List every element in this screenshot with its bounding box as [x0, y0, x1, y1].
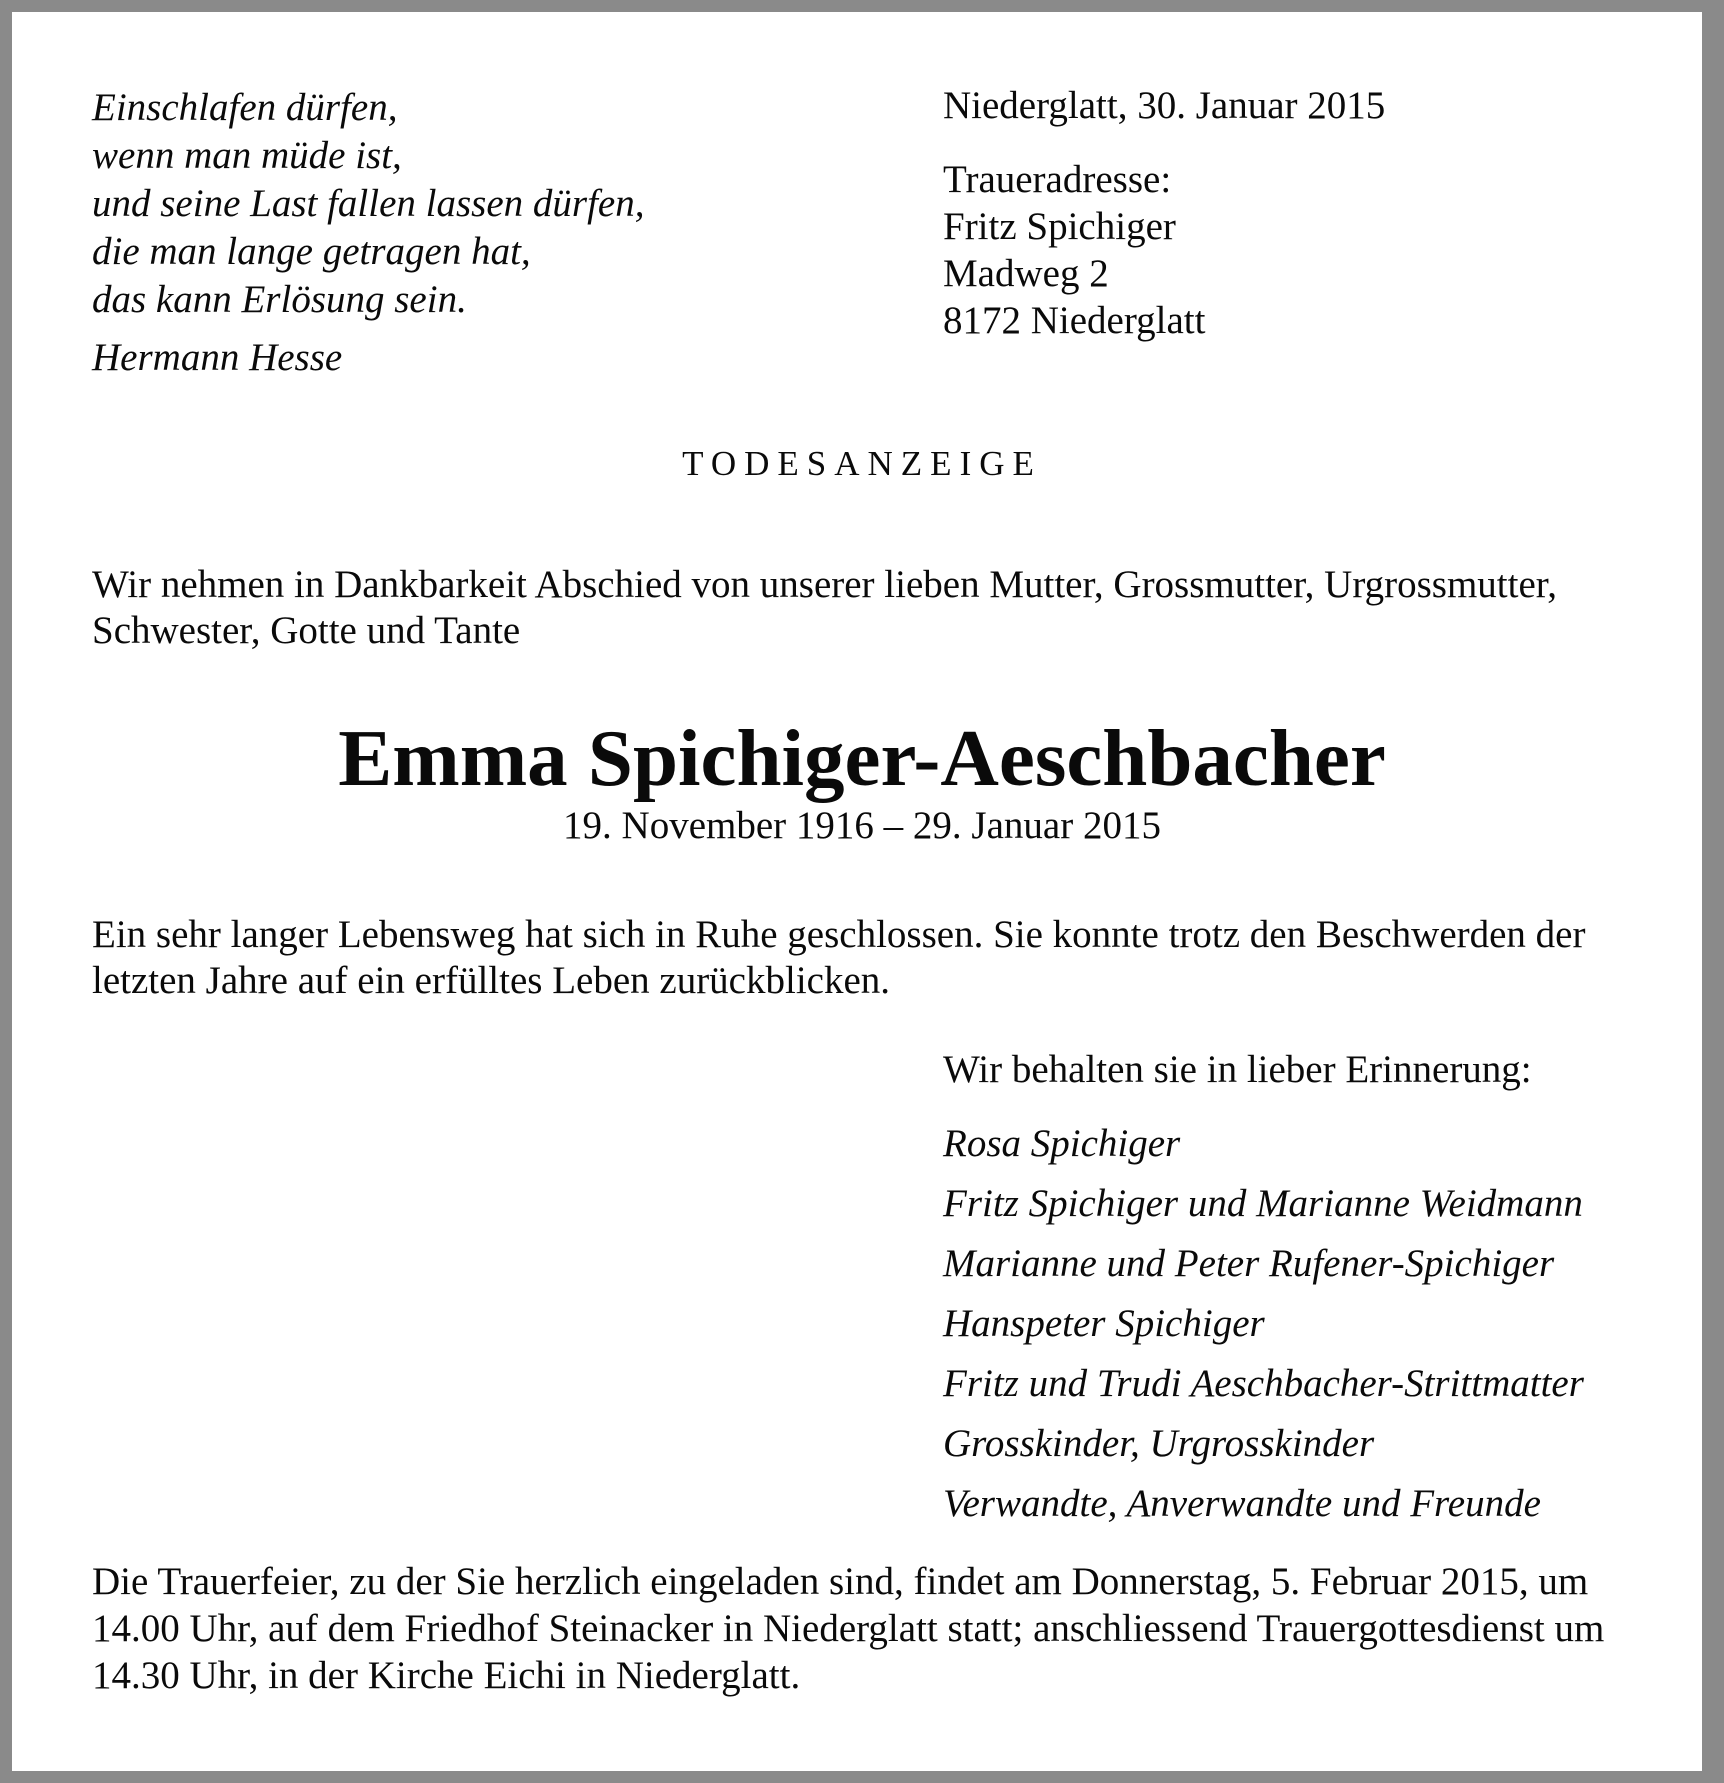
lifepath-paragraph: Ein sehr langer Lebensweg hat sich in Ruhe geschlossen. Sie konnte trotz den Beschwerden der letzten Jahre auf ein erfülltes Leben zurückblicken. [92, 913, 1586, 1002]
mourner-item: Hanspeter Spichiger [943, 1302, 1265, 1345]
address-line: 8172 Niederglatt [943, 299, 1206, 342]
life-dates: 19. November 1916 – 29. Januar 2015 [563, 804, 1161, 847]
memory-intro: Wir behalten sie in lieber Erinnerung: [943, 1048, 1532, 1091]
poem-author: Hermann Hesse [92, 336, 343, 379]
place-date: Niederglatt, 30. Januar 2015 [943, 84, 1386, 127]
poem-line: die man lange getragen hat, [92, 230, 531, 273]
address-line: Fritz Spichiger [943, 205, 1176, 248]
mourning-address [943, 156, 1205, 344]
poem-quote [92, 84, 644, 382]
poem-line: wenn man müde ist, [92, 134, 402, 177]
intro-paragraph: Wir nehmen in Dankbarkeit Abschied von unserer lieben Mutter, Grossmutter, Urgrossmutter, Schwester, Gotte und Tante [92, 563, 1557, 652]
poem-line: Einschlafen dürfen, [92, 86, 398, 129]
ceremony-paragraph: Die Trauerfeier, zu der Sie herzlich eingeladen sind, findet am Donnerstag, 5. Februar 2015, um 14.00 Uhr, auf dem Friedhof Steinacker in Niederglatt statt; anschliessend Trauergottesdienst um 14.30 Uhr, in der Kirche Eichi in Niederglatt. [92, 1560, 1605, 1697]
address-line: Madweg 2 [943, 252, 1109, 295]
mourner-item: Verwandte, Anverwandte und Freunde [943, 1482, 1541, 1525]
mourner-item: Grosskinder, Urgrosskinder [943, 1422, 1375, 1465]
mourner-item: Marianne und Peter Rufener-Spichiger [943, 1242, 1555, 1285]
address-label: Traueradresse: [943, 158, 1172, 201]
notice-heading: TODESANZEIGE [682, 444, 1042, 483]
mourner-item: Rosa Spichiger [943, 1122, 1181, 1165]
poem-line: und seine Last fallen lassen dürfen, [92, 182, 645, 225]
mourner-item: Fritz Spichiger und Marianne Weidmann [943, 1182, 1583, 1225]
mourners-list [943, 1114, 1584, 1534]
deceased-name: Emma Spichiger-Aeschbacher [338, 713, 1386, 803]
mourner-item: Fritz und Trudi Aeschbacher-Strittmatter [943, 1362, 1584, 1405]
poem-line: das kann Erlösung sein. [92, 278, 467, 321]
